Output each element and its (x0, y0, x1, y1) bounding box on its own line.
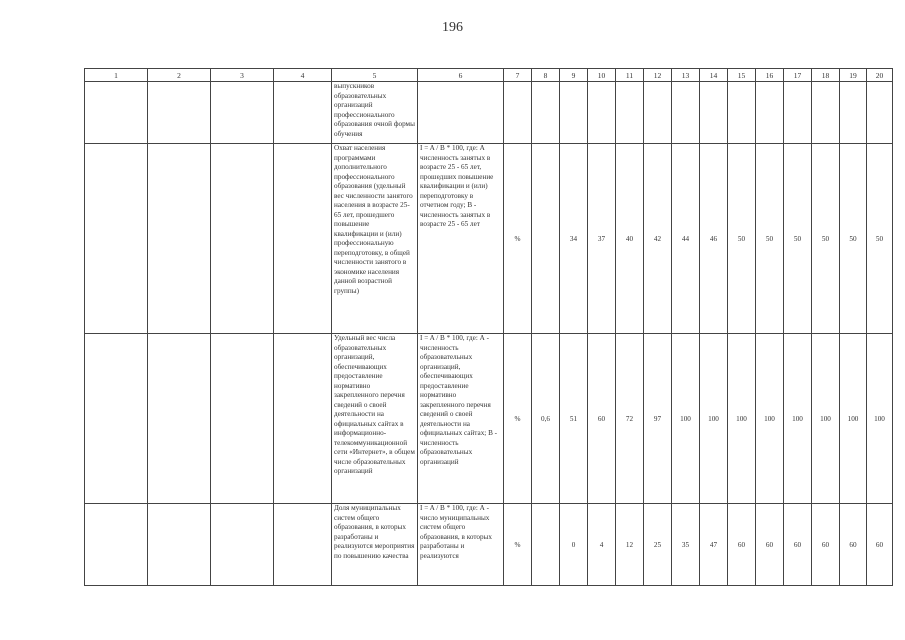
value-cell: 4 (588, 504, 616, 586)
column-header-8: 8 (532, 69, 560, 82)
value-cell: 46 (700, 144, 728, 334)
column-header-13: 13 (672, 69, 700, 82)
value-cell: 47 (700, 504, 728, 586)
unit-cell (504, 82, 532, 144)
value-cell: 60 (728, 504, 756, 586)
column-header-9: 9 (560, 69, 588, 82)
value-cell (867, 82, 893, 144)
column-header-3: 3 (211, 69, 274, 82)
value-cell (728, 82, 756, 144)
value-cell (644, 82, 672, 144)
column-header-14: 14 (700, 69, 728, 82)
value-cell (588, 82, 616, 144)
column-header-18: 18 (812, 69, 840, 82)
value-cell: 100 (728, 334, 756, 504)
value-cell: 72 (616, 334, 644, 504)
indicator-cell: Охват населения программами дополнительного профессионального образования (удельный вес численности занятого населения в возрасте 25-65 лет, прошедшего повышение квалификации и (или) профессиональную переподготовку, в общей численности занятого в экономике населения данной возрастной группы) (332, 144, 418, 334)
empty-cell (85, 334, 148, 504)
column-header-15: 15 (728, 69, 756, 82)
value-cell: 50 (784, 144, 812, 334)
value-cell: 50 (756, 144, 784, 334)
unit-cell: % (504, 504, 532, 586)
value-cell: 100 (812, 334, 840, 504)
value-cell: 34 (560, 144, 588, 334)
column-header-2: 2 (148, 69, 211, 82)
column-header-17: 17 (784, 69, 812, 82)
value-cell (532, 82, 560, 144)
value-cell: 60 (588, 334, 616, 504)
column-header-5: 5 (332, 69, 418, 82)
value-cell: 25 (644, 504, 672, 586)
empty-cell (148, 504, 211, 586)
value-cell (532, 144, 560, 334)
value-cell: 50 (840, 144, 867, 334)
value-cell: 100 (756, 334, 784, 504)
column-header-4: 4 (274, 69, 332, 82)
value-cell: 35 (672, 504, 700, 586)
value-cell (532, 504, 560, 586)
empty-cell (211, 334, 274, 504)
column-header-10: 10 (588, 69, 616, 82)
value-cell: 100 (867, 334, 893, 504)
value-cell (700, 82, 728, 144)
value-cell: 60 (867, 504, 893, 586)
value-cell: 60 (756, 504, 784, 586)
column-header-7: 7 (504, 69, 532, 82)
value-cell: 50 (867, 144, 893, 334)
empty-cell (274, 144, 332, 334)
value-cell: 100 (700, 334, 728, 504)
empty-cell (211, 82, 274, 144)
empty-cell (85, 82, 148, 144)
formula-cell: I = A / B * 100, где: А численность занятых в возрасте 25 - 65 лет, прошедших повышение квалификации и (или) переподготовку в отчетном году; В - численность занятых в возрасте 25 - 65 лет (418, 144, 504, 334)
table-row (85, 504, 893, 586)
unit-cell: % (504, 144, 532, 334)
indicator-cell: Доля муниципальных систем общего образования, в которых разработаны и реализуются мероприятия по повышению качества (332, 504, 418, 586)
indicator-cell: выпускников образовательных организаций профессионального образования очной формы обучения (332, 82, 418, 144)
table-row (85, 144, 893, 334)
value-cell: 97 (644, 334, 672, 504)
table-body (85, 82, 893, 586)
value-cell: 0,6 (532, 334, 560, 504)
value-cell (812, 82, 840, 144)
empty-cell (85, 504, 148, 586)
empty-cell (274, 334, 332, 504)
value-cell: 60 (840, 504, 867, 586)
unit-cell: % (504, 334, 532, 504)
value-cell: 50 (812, 144, 840, 334)
value-cell (616, 82, 644, 144)
indicator-cell: Удельный вес числа образовательных организаций, обеспечивающих предоставление нормативно закрепленного перечня сведений о своей деятельности на официальных сайтах в информационно-телекоммуникационной сети «Интернет», в общем числе образовательных организаций (332, 334, 418, 504)
value-cell (840, 82, 867, 144)
header-row (85, 69, 893, 82)
value-cell: 50 (728, 144, 756, 334)
empty-cell (148, 334, 211, 504)
empty-cell (274, 82, 332, 144)
value-cell: 100 (840, 334, 867, 504)
column-header-19: 19 (840, 69, 867, 82)
value-cell: 60 (812, 504, 840, 586)
column-header-20: 20 (867, 69, 893, 82)
page-number: 196 (442, 20, 463, 35)
indicators-table (84, 68, 893, 586)
formula-cell (418, 82, 504, 144)
formula-cell: I = A / B * 100, где: А - число муниципальных систем общего образования, в которых разработаны и реализуются (418, 504, 504, 586)
empty-cell (211, 504, 274, 586)
column-header-16: 16 (756, 69, 784, 82)
value-cell: 37 (588, 144, 616, 334)
empty-cell (85, 144, 148, 334)
value-cell: 40 (616, 144, 644, 334)
value-cell: 60 (784, 504, 812, 586)
column-header-1: 1 (85, 69, 148, 82)
empty-cell (211, 144, 274, 334)
value-cell: 0 (560, 504, 588, 586)
empty-cell (148, 82, 211, 144)
formula-cell: I = A / B * 100, где: А - численность образовательных организаций, обеспечивающих предоставление нормативно закрепленного перечня сведений о своей деятельности на официальных сайтах; В - численность образовательных организаций (418, 334, 504, 504)
value-cell (756, 82, 784, 144)
value-cell: 100 (672, 334, 700, 504)
value-cell: 12 (616, 504, 644, 586)
value-cell: 44 (672, 144, 700, 334)
empty-cell (274, 504, 332, 586)
value-cell (560, 82, 588, 144)
column-header-12: 12 (644, 69, 672, 82)
value-cell: 42 (644, 144, 672, 334)
value-cell: 100 (784, 334, 812, 504)
table-row (85, 334, 893, 504)
empty-cell (148, 144, 211, 334)
column-header-11: 11 (616, 69, 644, 82)
value-cell (784, 82, 812, 144)
value-cell (672, 82, 700, 144)
table-row (85, 82, 893, 144)
column-header-6: 6 (418, 69, 504, 82)
value-cell: 51 (560, 334, 588, 504)
